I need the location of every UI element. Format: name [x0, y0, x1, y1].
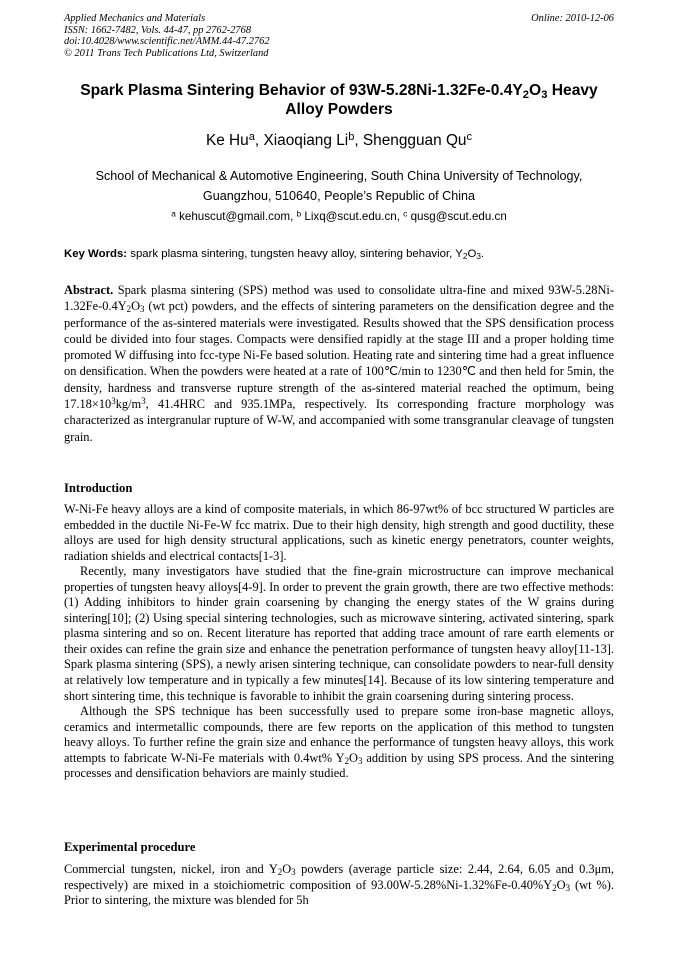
- section-heading-experimental: Experimental procedure: [64, 840, 196, 854]
- paragraph: Recently, many investigators have studied that the fine-grain microstructure can improve mechanical properties of tungsten heavy alloys[4-9]. In order to prevent the grain growth, there are two effective methods: (1) Adding inhibitors to hinder grain coarsening by changing the energy states of the W grains during sintering[10]; (2) Using special sintering technologies, such as microwave sintering, activated sintering, spark plasma sintering and so on. Recent literature has reported that adding trace amount of rare earth elements or their oxides can refine the grain size and enhance the penetration performance of tungsten heavy alloy[11-13]. Spark plasma sintering (SPS), a newly arisen sintering technique, can consolidate powders to near-full density at relatively low temperature and in typically a few minutes[14]. Because of its low sintering temperature and short sintering time, this technique is favorable to inhibit the grain coarsening during sintering process.: [64, 564, 614, 703]
- author-emails: $^a$ kehuscut@gmail.com, $^b$ Lixq@scut.edu.cn, $^c$ qusg@scut.edu.cn: [171, 208, 507, 223]
- journal-name: Applied Mechanics and Materials: [64, 13, 206, 24]
- email-link[interactable]: Lixq@scut.edu.cn,: [301, 210, 404, 223]
- affiliation: School of Mechanical & Automotive Engineering, South China University of Technology, Guangzhou, 510640, People’s Republic of China: [95, 169, 583, 203]
- copyright-line: © 2011 Trans Tech Publications Ltd, Switzerland: [64, 47, 269, 59]
- issn-line: ISSN: 1662-7482, Vols. 44-47, pp 2762-2768: [64, 24, 252, 36]
- online-date: Online: 2010-12-06: [531, 13, 614, 24]
- section-heading-introduction: Introduction: [64, 481, 133, 495]
- paragraph: W-Ni-Fe heavy alloys are a kind of composite materials, in which 86-97wt% of bcc structured W particles are embedded in the ductile Ni-Fe-W fcc matrix. Due to their high density, high strength and good ductility, these alloys are used for high density structural applications, such as kinetic energy penetrators, counter weights, radiation shields and electrical contacts[1-3].: [64, 502, 614, 563]
- keywords-label: Key Words:: [64, 248, 128, 260]
- doi-line: doi:10.4028/www.scientific.net/AMM.44-47.2762: [64, 36, 270, 47]
- paragraph: Although the SPS technique has been successfully used to prepare some iron-base magnetic alloys, ceramics and intermetallic compounds, there are few reports on the application of this method to tungsten heavy alloys. To further refine the grain size and enhance the performance of tungsten heavy alloys, this work attempts to fabricate W-Ni-Fe materials with 0.4wt% $Y_2O_3$ addition by using SPS process. And the sintering processes and densification behaviors are mainly studied.: [64, 704, 614, 781]
- journal-meta: [64, 13, 404, 59]
- paper-title: Spark Plasma Sintering Behavior of $93W-5.28Ni-1.32Fe-0.4Y_2O_3$ Heavy Alloy Powders: [80, 82, 598, 118]
- author-name: Xiaoqiang Li: [263, 132, 349, 149]
- abstract-label: Abstract.: [64, 283, 114, 297]
- abstract: Abstract. Spark plasma sintering (SPS) method was used to consolidate ultra-fine and mixed $93W-5.28Ni-1.32Fe-0.4Y_2O_3$ (wt pct) powders, and the effects of sintering parameters on the densification degree and the performance of the as-sintered materials were investigated. Results showed that the SPS densification process could be divided into four stages. Compacts were densified rapidly at the stage III and a proper holding time promoted W diffusing into fcc-type Ni-Fe based solution. Heating rate and sintering time had a great influence on densification. When the powders were heated at a rate of 100℃/min to 1230℃ and then held for 5min, the density, hardness and transverse rupture strength of the as-sintered material reached the optimum, being $17.18\times 10^3kg/m^3$, 41.4HRC and 935.1MPa, respectively. Its corresponding fracture morphology was characterized as intergranular rupture of W-W, and accompanied with some transgranular cleavage of tungsten grain.: [64, 283, 614, 444]
- paragraph: Commercial tungsten, nickel, iron and $Y_2O_3$ powders (average particle size: 2.44, 2.64, 6.05 and 0.3μm, respectively) are mixed in a stoichiometric composition of $93.00W-5.28\%Ni-1.32\%Fe-0.40\%Y_2O_3$ (wt %). Prior to sintering, the mixture was blended for 5h: [64, 862, 615, 908]
- introduction-body: [64, 502, 614, 782]
- email-link[interactable]: kehuscut@gmail.com,: [175, 210, 297, 223]
- experimental-body: [64, 862, 614, 909]
- email-link[interactable]: qusg@scut.edu.cn: [407, 210, 507, 223]
- author-list: Ke Hu$^a$, Xiaoqiang Li$^b$, Shengguan Qu$^c$: [205, 131, 473, 149]
- author-name: Shengguan Qu: [362, 132, 467, 149]
- author-name: Ke Hu: [205, 132, 249, 149]
- keywords: Key Words: spark plasma sintering, tungsten heavy alloy, sintering behavior, $Y_2O_3$.: [64, 248, 485, 262]
